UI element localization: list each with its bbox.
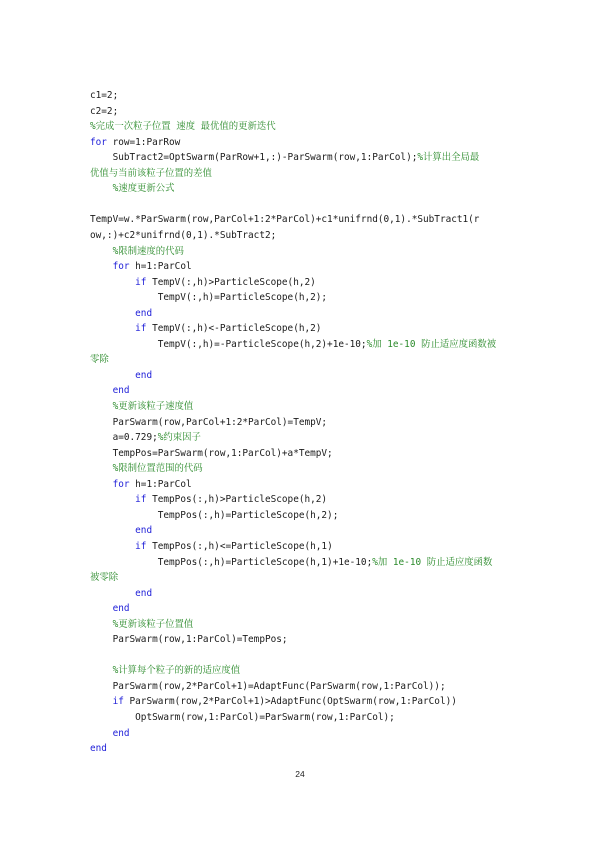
code-line	[90, 228, 276, 244]
code-comment: %加 1e-10 防止适应度函数被	[366, 338, 497, 350]
code-text: ParSwarm(row,2*ParCol+1)>AdaptFunc(OptSwarm(row,1:ParCol))	[123, 696, 457, 708]
code-line	[90, 601, 130, 617]
code-line	[90, 523, 152, 539]
code-keyword: end	[90, 385, 130, 397]
code-line	[90, 383, 130, 399]
code-comment: 被零除	[90, 572, 119, 584]
code-line	[90, 446, 333, 462]
code-keyword: if	[90, 494, 147, 506]
code-line	[90, 570, 118, 586]
code-keyword: end	[90, 307, 153, 319]
code-text: TempPos=ParSwarm(row,1:ParCol)+a*TempV;	[90, 447, 333, 459]
code-comment: %更新该粒子位置值	[90, 618, 194, 630]
code-line	[90, 508, 338, 524]
code-keyword: end	[90, 603, 130, 615]
code-line	[90, 492, 327, 508]
code-line	[90, 461, 203, 477]
code-keyword: for	[90, 478, 130, 490]
code-text: c1=2;	[90, 90, 119, 101]
code-line	[90, 306, 152, 322]
code-comment: %更新该粒子速度值	[90, 401, 194, 412]
code-text: TempV=w.*ParSwarm(row,ParCol+1:2*ParCol)+c1*unifrnd(0,1).*SubTract1(r	[90, 214, 480, 226]
code-keyword: if	[90, 696, 124, 708]
code-comment: %计算每个粒子的新的适应度值	[90, 665, 241, 677]
code-line	[90, 119, 276, 135]
code-line	[90, 212, 479, 228]
code-keyword: for	[90, 136, 107, 148]
code-comment: %速度更新公式	[90, 183, 175, 195]
code-comment: %限制位置范围的代码	[90, 463, 203, 475]
code-keyword: end	[90, 727, 130, 739]
code-text: ow,:)+c2*unifrnd(0,1).*SubTract2;	[90, 229, 277, 241]
code-comment: %计算出全局最	[417, 152, 480, 164]
code-line	[90, 726, 130, 742]
code-line	[90, 150, 479, 166]
code-line	[90, 399, 193, 415]
code-line	[90, 337, 496, 353]
code-text: TempV(:,h)=ParticleScope(h,2);	[90, 292, 328, 304]
code-comment: 零除	[90, 354, 109, 366]
code-text: ParSwarm(row,1:ParCol)=TempPos;	[90, 634, 288, 646]
code-text: row=1:ParRow	[106, 136, 181, 148]
code-line	[90, 290, 327, 306]
code-keyword: for	[90, 261, 130, 273]
code-text: ParSwarm(row,ParCol+1:2*ParCol)=TempV;	[90, 416, 328, 428]
code-text: a=0.729;	[90, 432, 158, 444]
code-line	[90, 710, 395, 726]
code-keyword: if	[90, 323, 147, 335]
code-keyword: end	[90, 525, 153, 537]
code-text: TempPos(:,h)>ParticleScope(h,2)	[146, 494, 328, 506]
code-keyword: end	[90, 587, 153, 599]
code-text: TempV(:,h)<-ParticleScope(h,2)	[146, 323, 322, 335]
code-line	[90, 586, 152, 602]
code-comment: %加 1e-10 防止适应度函数	[372, 556, 493, 568]
code-text: TempV(:,h)=-ParticleScope(h,2)+1e-10;	[90, 338, 367, 350]
code-text: h=1:ParCol	[129, 261, 192, 273]
code-line	[90, 352, 109, 368]
code-line	[90, 632, 288, 648]
code-text: ParSwarm(row,2*ParCol+1)=AdaptFunc(ParSwarm(row,1:ParCol));	[90, 680, 446, 692]
code-keyword: end	[90, 743, 107, 755]
code-line	[90, 555, 492, 571]
code-keyword: end	[90, 369, 153, 381]
code-line	[90, 430, 201, 446]
code-line	[90, 88, 118, 104]
code-line	[90, 617, 193, 633]
code-line	[90, 415, 327, 431]
code-line	[90, 741, 107, 757]
code-keyword: if	[90, 276, 147, 288]
code-line	[90, 259, 192, 275]
code-text: TempV(:,h)>ParticleScope(h,2)	[146, 276, 316, 288]
code-comment: %约束因子	[157, 432, 201, 444]
code-line	[90, 694, 457, 710]
code-text: OptSwarm(row,1:ParCol)=ParSwarm(row,1:ParCol);	[90, 712, 395, 723]
code-line	[90, 679, 446, 695]
code-text: TempPos(:,h)<=ParticleScope(h,1)	[146, 540, 333, 552]
code-line	[90, 477, 192, 493]
code-line	[90, 275, 316, 291]
code-line	[90, 244, 184, 260]
code-line	[90, 368, 152, 384]
code-comment: %限制速度的代码	[90, 245, 184, 257]
code-line	[90, 104, 118, 120]
code-line	[90, 539, 333, 555]
code-text: TempPos(:,h)=ParticleScope(h,2);	[90, 509, 339, 521]
code-line	[90, 181, 174, 197]
code-text: SubTract2=OptSwarm(ParRow+1,:)-ParSwarm(row,1:ParCol);	[90, 152, 418, 164]
code-keyword: if	[90, 540, 147, 552]
code-comment: %完成一次粒子位置 速度 最优值的更新迭代	[90, 121, 276, 133]
code-text: c2=2;	[90, 105, 119, 117]
code-text: TempPos(:,h)=ParticleScope(h,1)+1e-10;	[90, 556, 373, 568]
code-text: h=1:ParCol	[129, 478, 192, 490]
page-number: 24	[295, 769, 305, 779]
code-line	[90, 166, 212, 182]
code-line	[90, 321, 321, 337]
code-comment: 优值与当前该粒子位置的差值	[90, 167, 212, 179]
code-line	[90, 663, 240, 679]
code-line	[90, 135, 180, 151]
